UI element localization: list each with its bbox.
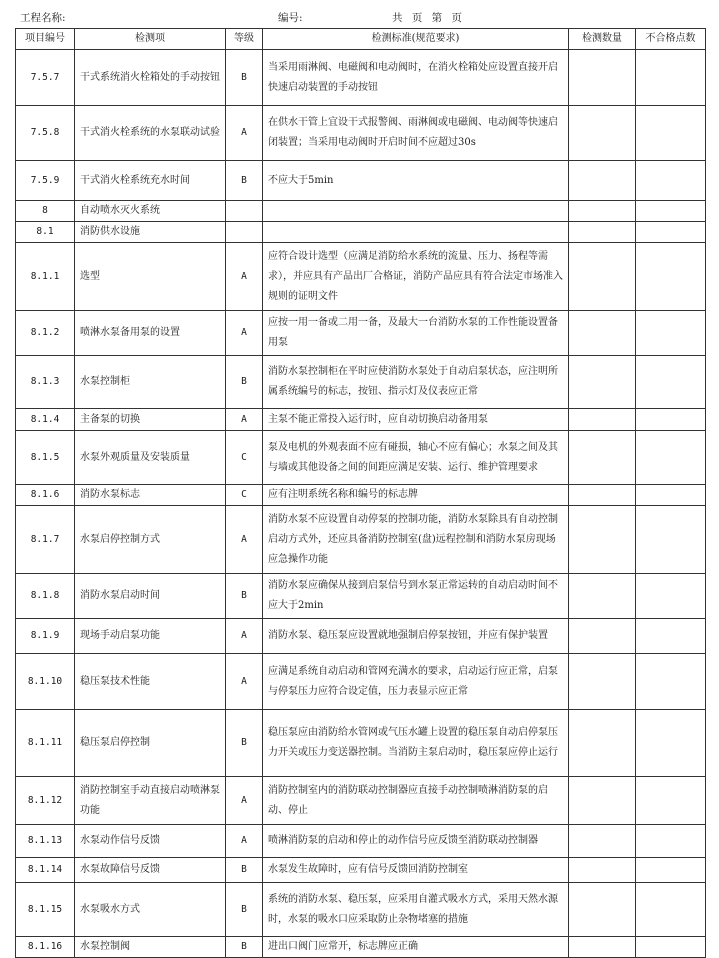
table-row [16, 222, 706, 243]
table-row [16, 858, 706, 883]
item-quantity [569, 243, 636, 311]
item-failed-points [636, 201, 706, 222]
item-quantity [569, 654, 636, 710]
item-failed-points [636, 574, 706, 619]
table-row [16, 161, 706, 201]
item-code: 7.5.9 [16, 161, 75, 201]
item-name: 水泵启停控制方式 [75, 506, 226, 574]
item-failed-points [636, 409, 706, 431]
table-row [16, 825, 706, 858]
item-standard: 在供水干管上宜设干式报警阀、雨淋阀或电磁阀、电动阀等快速启闭装置；当采用电动阀时开启时间不应超过30s [263, 106, 569, 161]
item-grade: A [226, 619, 263, 654]
item-quantity [569, 825, 636, 858]
item-name: 选型 [75, 243, 226, 311]
item-failed-points [636, 431, 706, 485]
item-standard: 喷淋消防泵的启动和停止的动作信号应反馈至消防联动控制器 [263, 825, 569, 858]
item-failed-points [636, 777, 706, 825]
item-standard: 消防水泵不应设置自动停泵的控制功能，消防水泵除具有自动控制启动方式外，还应具备消防控制室(盘)远程控制和消防水泵房现场应急操作功能 [263, 506, 569, 574]
item-standard: 应满足系统自动启动和管网充满水的要求，启动运行应正常，启泵与停泵压力应符合设定值，压力表显示应正常 [263, 654, 569, 710]
item-failed-points [636, 937, 706, 958]
item-standard: 主泵不能正常投入运行时，应自动切换启动备用泵 [263, 409, 569, 431]
table-row [16, 710, 706, 777]
table-row [16, 201, 706, 222]
item-standard: 系统的消防水泵、稳压泵，应采用自灌式吸水方式，采用天然水源时，水泵的吸水口应采取防止杂物堵塞的措施 [263, 883, 569, 937]
table-row [16, 654, 706, 710]
item-quantity [569, 506, 636, 574]
item-grade: B [226, 883, 263, 937]
item-quantity [569, 710, 636, 777]
item-code: 7.5.8 [16, 106, 75, 161]
item-code: 8.1.3 [16, 356, 75, 409]
item-grade: A [226, 506, 263, 574]
item-grade: B [226, 574, 263, 619]
item-standard: 消防控制室内的消防联动控制器应直接手动控制喷淋消防泵的启动、停止 [263, 777, 569, 825]
item-standard: 进出口阀门应常开，标志牌应正确 [263, 937, 569, 958]
item-quantity [569, 50, 636, 106]
item-code: 8.1.1 [16, 243, 75, 311]
item-grade: C [226, 431, 263, 485]
item-grade: A [226, 654, 263, 710]
table-row [16, 619, 706, 654]
item-failed-points [636, 825, 706, 858]
item-code: 8.1.2 [16, 311, 75, 356]
item-standard: 应有注明系统名称和编号的标志牌 [263, 485, 569, 506]
item-quantity [569, 201, 636, 222]
item-grade: A [226, 409, 263, 431]
item-name: 消防控制室手动直接启动喷淋泵功能 [75, 777, 226, 825]
item-quantity [569, 937, 636, 958]
item-quantity [569, 431, 636, 485]
table-row [16, 431, 706, 485]
item-code: 8.1.5 [16, 431, 75, 485]
table-row [16, 777, 706, 825]
table-row [16, 106, 706, 161]
item-failed-points [636, 654, 706, 710]
item-name: 水泵控制柜 [75, 356, 226, 409]
item-code: 8.1.6 [16, 485, 75, 506]
item-failed-points [636, 710, 706, 777]
item-code: 8.1.13 [16, 825, 75, 858]
item-quantity [569, 619, 636, 654]
item-failed-points [636, 243, 706, 311]
item-name: 喷淋水泵备用泵的设置 [75, 311, 226, 356]
item-grade: B [226, 356, 263, 409]
item-quantity [569, 777, 636, 825]
table-row [16, 485, 706, 506]
item-standard: 消防水泵应确保从接到启泵信号到水泵正常运转的自动启动时间不应大于2min [263, 574, 569, 619]
item-quantity [569, 161, 636, 201]
item-name: 消防水泵标志 [75, 485, 226, 506]
table-row [16, 506, 706, 574]
page-count-label: 共 页 第 页 [392, 12, 463, 24]
item-grade: B [226, 161, 263, 201]
col-header-standard: 检测标准(规范要求) [263, 29, 569, 50]
project-name-label: 工程名称: [20, 12, 66, 24]
col-header-code: 项目编号 [16, 29, 75, 50]
col-header-failed-points: 不合格点数 [636, 29, 706, 50]
item-standard: 应符合设计选型（应满足消防给水系统的流量、压力、扬程等需求），并应具有产品出厂合格证，消防产品应具有符合法定市场准入规则的证明文件 [263, 243, 569, 311]
item-code: 8.1.12 [16, 777, 75, 825]
item-quantity [569, 356, 636, 409]
item-name: 水泵控制阀 [75, 937, 226, 958]
item-failed-points [636, 883, 706, 937]
item-grade: B [226, 937, 263, 958]
item-code: 8 [16, 201, 75, 222]
item-name: 现场手动启泵功能 [75, 619, 226, 654]
item-failed-points [636, 311, 706, 356]
item-name: 稳压泵技术性能 [75, 654, 226, 710]
item-code: 8.1.14 [16, 858, 75, 883]
item-name: 水泵动作信号反馈 [75, 825, 226, 858]
item-grade: A [226, 825, 263, 858]
item-quantity [569, 574, 636, 619]
item-standard [263, 222, 569, 243]
item-grade: A [226, 777, 263, 825]
item-failed-points [636, 619, 706, 654]
item-standard: 应按一用一备或二用一备，及最大一台消防水泵的工作性能设置备用泵 [263, 311, 569, 356]
form-number-label: 编号: [278, 12, 303, 24]
item-standard: 消防水泵控制柜在平时应使消防水泵处于自动启泵状态，应注明所属系统编号的标志，按钮、指示灯及仪表应正常 [263, 356, 569, 409]
item-grade: A [226, 311, 263, 356]
col-header-quantity: 检测数量 [569, 29, 636, 50]
table-row [16, 50, 706, 106]
item-failed-points [636, 106, 706, 161]
table-header-row [16, 29, 706, 50]
item-failed-points [636, 506, 706, 574]
table-row [16, 356, 706, 409]
item-grade: B [226, 710, 263, 777]
item-grade: C [226, 485, 263, 506]
item-standard: 不应大于5min [263, 161, 569, 201]
item-name: 水泵外观质量及安装质量 [75, 431, 226, 485]
table-row [16, 243, 706, 311]
item-failed-points [636, 50, 706, 106]
item-quantity [569, 409, 636, 431]
item-quantity [569, 311, 636, 356]
item-code: 8.1.15 [16, 883, 75, 937]
item-standard: 当采用雨淋阀、电磁阀和电动阀时，在消火栓箱处应设置直接开启快速启动装置的手动按钮 [263, 50, 569, 106]
item-grade [226, 222, 263, 243]
item-failed-points [636, 222, 706, 243]
item-code: 8.1 [16, 222, 75, 243]
item-grade: A [226, 243, 263, 311]
item-name: 水泵故障信号反馈 [75, 858, 226, 883]
item-code: 7.5.7 [16, 50, 75, 106]
item-quantity [569, 858, 636, 883]
table-row [16, 311, 706, 356]
item-quantity [569, 106, 636, 161]
item-standard: 水泵发生故障时，应有信号反馈回消防控制室 [263, 858, 569, 883]
col-header-grade: 等级 [226, 29, 263, 50]
item-name: 自动喷水灭火系统 [75, 201, 226, 222]
item-name: 稳压泵启停控制 [75, 710, 226, 777]
item-code: 8.1.10 [16, 654, 75, 710]
item-name: 消防水泵启动时间 [75, 574, 226, 619]
item-code: 8.1.16 [16, 937, 75, 958]
table-row [16, 409, 706, 431]
item-grade [226, 201, 263, 222]
form-header [0, 8, 719, 26]
table-row [16, 883, 706, 937]
item-code: 8.1.9 [16, 619, 75, 654]
item-grade: A [226, 106, 263, 161]
item-failed-points [636, 161, 706, 201]
item-failed-points [636, 858, 706, 883]
item-standard: 稳压泵应由消防给水管网或气压水罐上设置的稳压泵自动启停泵压力开关或压力变送器控制。当消防主泵启动时，稳压泵应停止运行 [263, 710, 569, 777]
table-row [16, 574, 706, 619]
item-name: 干式消火栓系统充水时间 [75, 161, 226, 201]
inspection-table [15, 28, 706, 958]
item-quantity [569, 883, 636, 937]
item-failed-points [636, 356, 706, 409]
item-quantity [569, 222, 636, 243]
col-header-item: 检测项 [75, 29, 226, 50]
item-name: 干式系统消火栓箱处的手动按钮 [75, 50, 226, 106]
table-row [16, 937, 706, 958]
item-quantity [569, 485, 636, 506]
item-grade: B [226, 50, 263, 106]
item-failed-points [636, 485, 706, 506]
item-grade: B [226, 858, 263, 883]
item-name: 干式消火栓系统的水泵联动试验 [75, 106, 226, 161]
item-standard: 消防水泵、稳压泵应设置就地强制启停泵按钮，并应有保护装置 [263, 619, 569, 654]
item-name: 消防供水设施 [75, 222, 226, 243]
item-standard: 泵及电机的外观表面不应有碰损，轴心不应有偏心；水泵之间及其与墙或其他设备之间的间距应满足安装、运行、维护管理要求 [263, 431, 569, 485]
item-code: 8.1.8 [16, 574, 75, 619]
item-code: 8.1.11 [16, 710, 75, 777]
item-name: 主备泵的切换 [75, 409, 226, 431]
item-code: 8.1.4 [16, 409, 75, 431]
item-standard [263, 201, 569, 222]
item-name: 水泵吸水方式 [75, 883, 226, 937]
item-code: 8.1.7 [16, 506, 75, 574]
